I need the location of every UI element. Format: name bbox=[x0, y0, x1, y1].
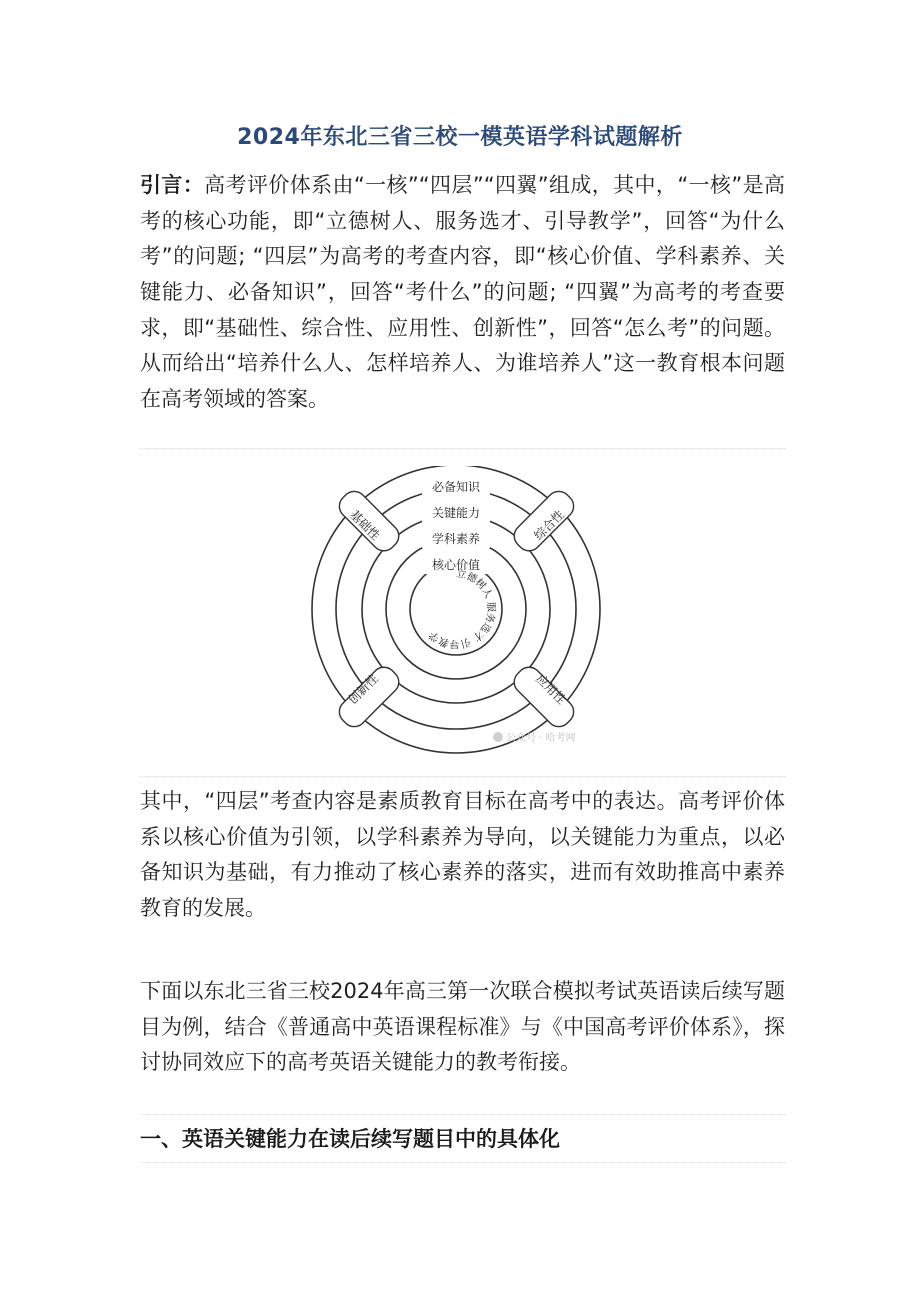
watermark: 公众号 · 哈考网 bbox=[506, 733, 576, 744]
evaluation-system-diagram bbox=[310, 466, 610, 756]
wechat-icon bbox=[493, 732, 503, 742]
ring-label-literacy: 学科素养 bbox=[431, 532, 481, 546]
divider bbox=[140, 448, 785, 449]
intro-paragraph bbox=[140, 168, 785, 418]
divider bbox=[140, 1162, 785, 1163]
section-heading: 一、英语关键能力在读后续写题目中的具体化 bbox=[140, 1127, 560, 1151]
ring-label-values: 核心价值 bbox=[431, 558, 481, 572]
divider bbox=[140, 776, 785, 777]
document-title: 2024年东北三省三校一模英语学科试题解析 bbox=[237, 125, 683, 150]
wing-label-comprehensive: 综合性 bbox=[531, 507, 567, 543]
core-functions: 立德树人 服务选才 引导教学 bbox=[427, 568, 497, 650]
intro-label: 引言： bbox=[140, 173, 205, 197]
ring-label-knowledge: 必备知识 bbox=[431, 480, 481, 494]
paragraph-four-layers: 其中，“四层”考查内容是素质教育目标在高考中的表达。高考评价体系以核心价值为引领，以学科素养为导向，以关键能力为重点，以必备知识为基础，有力推动了核心素养的落实，进而有效助推高中素养教育的发展。 bbox=[140, 789, 785, 921]
ring-label-ability: 关键能力 bbox=[431, 506, 481, 520]
wing-label-innovative: 创新性 bbox=[345, 671, 381, 707]
intro-text: 高考评价体系由“一核”“四层”“四翼”组成，其中，“一核”是高考的核心功能，即“立德树人、服务选才、引导教学”，回答“为什么考”的问题; “四层”为高考的考查内容，即“核心价值、学科素养、关键能力、必备知识”，回答“考什么”的问题; “四翼”为高考的考查要求，即“基础性、综合性、应用性、创新性”，回答“怎么考”的问题。从而给出“培养什么人、怎样培养人、为谁培养人”这一教育根本问题在高考领域的答案。 bbox=[140, 173, 786, 412]
paragraph-example: 下面以东北三省三校2024年高三第一次联合模拟考试英语读后续写题目为例，结合《普通高中英语课程标准》与《中国高考评价体系》，探讨协同效应下的高考英语关键能力的教考衔接。 bbox=[140, 979, 785, 1075]
wing-label-applied: 应用性 bbox=[533, 671, 569, 707]
divider bbox=[140, 1114, 785, 1115]
wing-label-basic: 基础性 bbox=[347, 507, 383, 543]
